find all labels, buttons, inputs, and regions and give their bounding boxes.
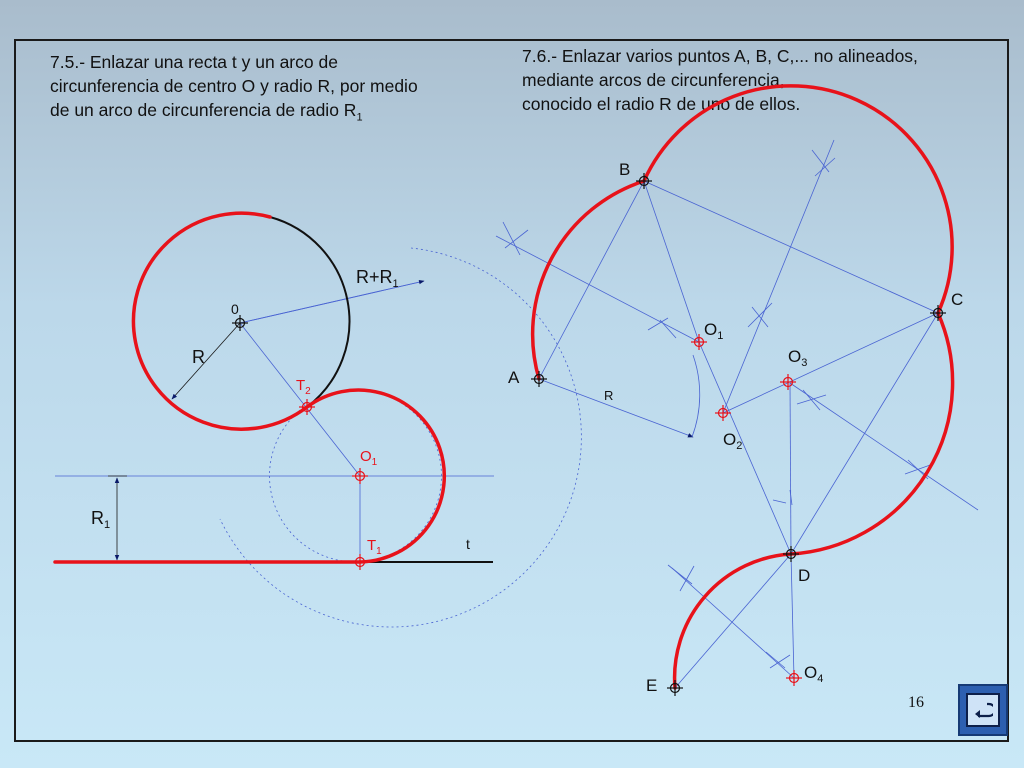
arc-a-to-b bbox=[533, 181, 644, 379]
label-a: A bbox=[508, 368, 520, 387]
ex75-line2: circunferencia de centro O y radio R, por medio bbox=[50, 76, 418, 96]
point-c-marker bbox=[930, 305, 946, 321]
figure-7-5 bbox=[55, 213, 581, 627]
center-o4-76-marker bbox=[786, 670, 802, 686]
figure-7-6 bbox=[496, 86, 978, 696]
return-button-face[interactable] bbox=[966, 693, 1000, 727]
label-line-t: t bbox=[466, 536, 470, 552]
o1-to-d-line bbox=[699, 342, 791, 554]
ex75-line3: de un arco de circunferencia de radio R bbox=[50, 100, 357, 120]
ex76-line3: conocido el radio R de uno de ellos. bbox=[522, 94, 801, 114]
return-button[interactable] bbox=[958, 684, 1008, 736]
label-center-o: 0 bbox=[231, 301, 239, 317]
label-o2-76: $O_2$ bbox=[723, 430, 743, 452]
point-d-marker bbox=[783, 546, 799, 562]
ex75-line3-subscript: 1 bbox=[356, 111, 363, 124]
arc-c-to-d bbox=[791, 313, 953, 554]
label-t2: $T_2$ bbox=[296, 377, 311, 397]
label-o1: $O_1$ bbox=[360, 448, 378, 468]
ex75-line1: 7.5.- Enlazar una recta t y un arco de bbox=[50, 52, 338, 72]
label-d: D bbox=[798, 566, 811, 585]
point-a-marker bbox=[531, 371, 547, 387]
label-radius-sum: $R+R_1$ bbox=[356, 267, 399, 290]
construction-arcs-75 bbox=[220, 248, 581, 627]
o3-to-d-line bbox=[790, 383, 791, 554]
center-o-marker bbox=[232, 315, 248, 331]
point-t1-marker bbox=[352, 554, 368, 570]
ex76-line1: 7.6.- Enlazar varios puntos A, B, C,... no alineados, bbox=[522, 46, 918, 66]
labels-76 bbox=[508, 160, 963, 695]
points-76 bbox=[531, 173, 946, 696]
return-arrow-icon bbox=[973, 701, 993, 719]
chord-bc bbox=[644, 181, 938, 313]
radius-r-arrow-76 bbox=[539, 379, 693, 437]
construction-lines-75 bbox=[55, 281, 494, 562]
d-to-o4-line bbox=[791, 554, 794, 678]
label-o3-76: $O_3$ bbox=[788, 347, 808, 369]
center-o3-76-marker bbox=[780, 374, 796, 390]
label-e: E bbox=[646, 676, 658, 695]
arc-b-to-c bbox=[644, 86, 952, 313]
label-b: B bbox=[619, 160, 631, 179]
label-o4-76: $O_4$ bbox=[804, 663, 824, 685]
points-75 bbox=[232, 315, 368, 570]
center-to-o1-line bbox=[240, 323, 360, 476]
arc-radius-r-plus-r1 bbox=[220, 248, 581, 627]
red-result-75 bbox=[55, 213, 444, 562]
label-radius-r: R bbox=[192, 347, 205, 367]
bisector-de bbox=[672, 568, 794, 678]
page-number: 16 bbox=[908, 694, 924, 711]
label-o1-76: $O_1$ bbox=[704, 320, 724, 342]
label-t1: $T_1$ bbox=[367, 537, 382, 557]
c-to-o2-line bbox=[723, 313, 938, 413]
radius-r-construction-arc bbox=[692, 355, 700, 437]
given-arc-black bbox=[270, 217, 349, 407]
label-r1: $R_1$ bbox=[91, 508, 111, 531]
center-o2-76-marker bbox=[715, 405, 731, 421]
point-b-marker bbox=[636, 173, 652, 189]
center-o1-marker bbox=[352, 468, 368, 484]
given-arc-red bbox=[133, 213, 307, 429]
radius-r-arrow bbox=[172, 323, 240, 399]
construction-lines-76 bbox=[496, 140, 978, 688]
ex76-line2: mediante arcos de circunferencia, bbox=[522, 70, 785, 90]
point-e-marker bbox=[667, 680, 683, 696]
label-radius-r-76: R bbox=[604, 388, 614, 403]
red-result-76 bbox=[533, 86, 953, 688]
bisector-bc bbox=[723, 140, 834, 413]
label-c: C bbox=[951, 290, 964, 309]
